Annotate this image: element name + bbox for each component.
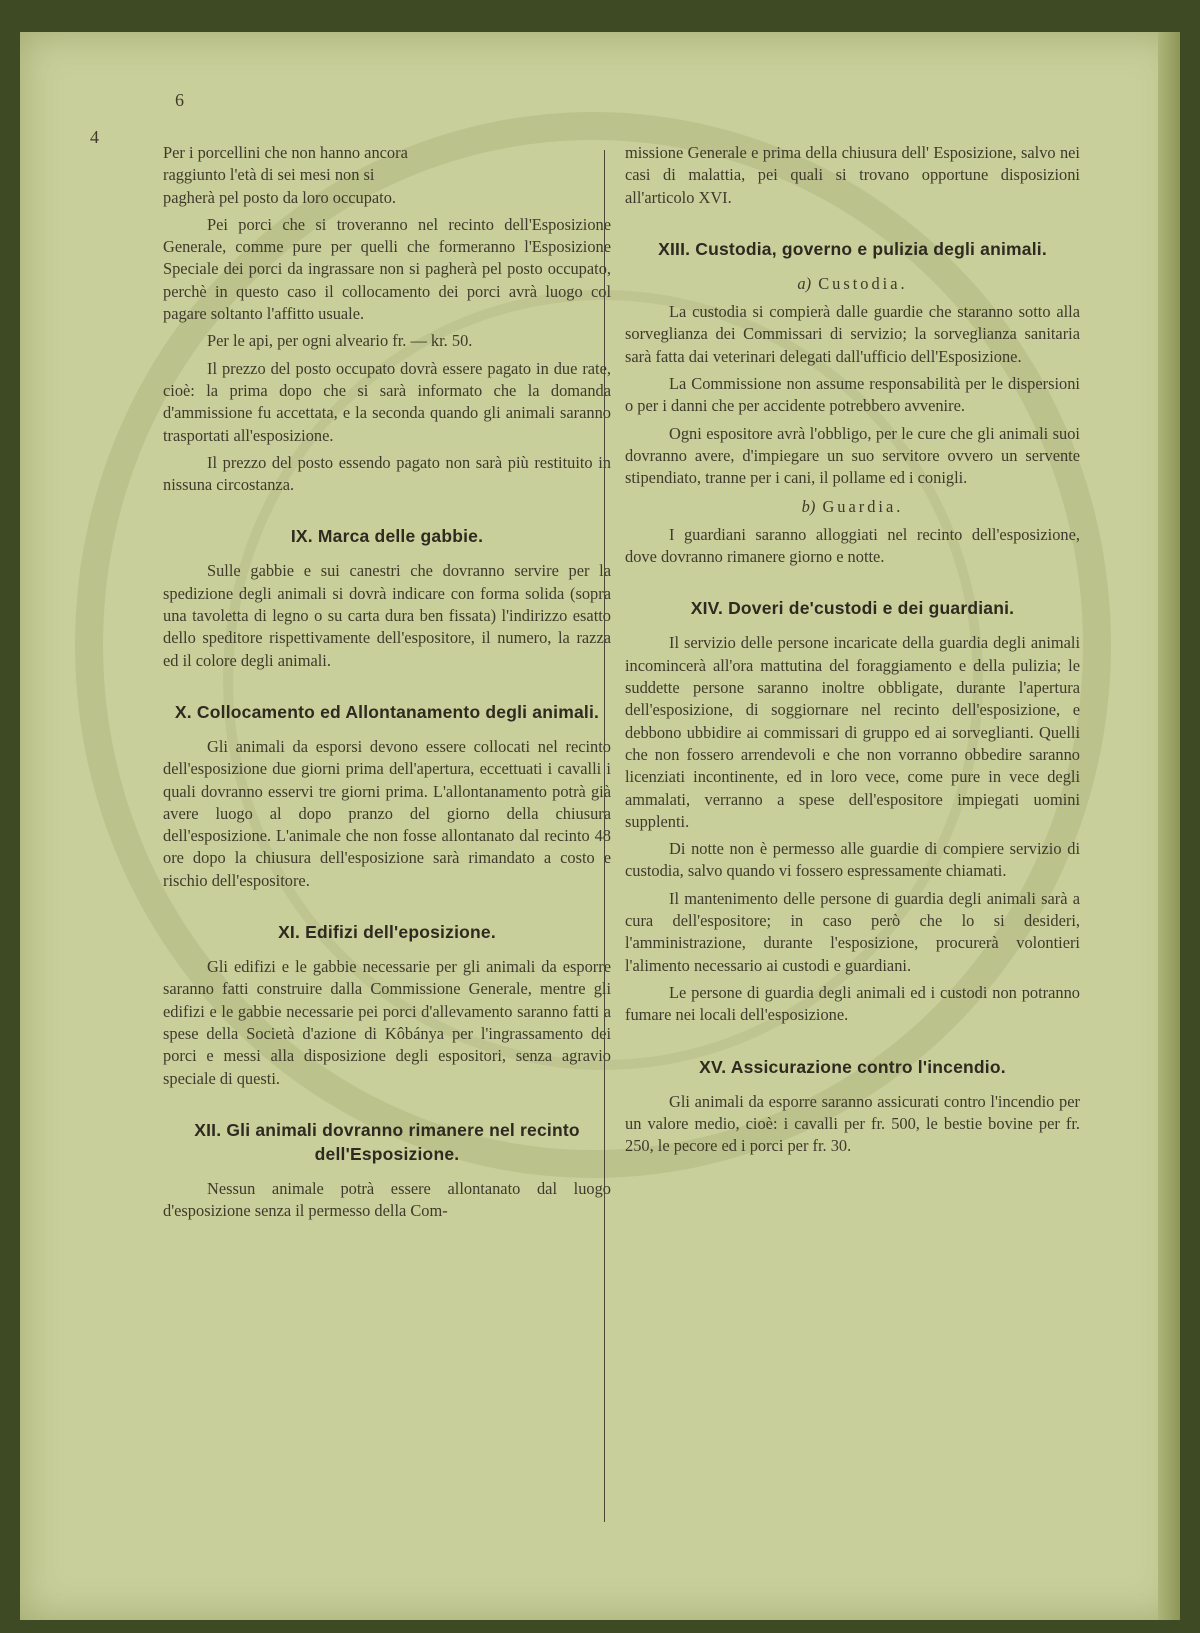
section-heading-x: X. Collocamento ed Allontanamento degli animali. xyxy=(174,701,600,722)
paragraph: Gli animali da esporsi devono essere collocati nel recinto dell'esposizione due giorni prima dell'apertura, eccettuati i cavalli i quali dovranno esservi tre giorni prima. L'allontanamento potrà già avere luogo al dopo pranzo del giorno della chiusura dell'esposizione. L'animale che non fosse allontanato dal recinto 48 ore dopo la chiusura dell'esposizione sarà rimandato a costo e rischio dell'espositore. xyxy=(163,736,611,890)
section-heading-xii: XII. Gli animali dovranno rimanere nel recinto dell'Esposizione. xyxy=(194,1119,580,1164)
section-heading-xiv: XIV. Doveri de'custodi e dei guardiani. xyxy=(690,598,1015,619)
page-binding-edge xyxy=(1158,32,1180,1620)
paragraph: Il servizio delle persone incaricate della guardia degli animali incomincerà all'ora mattutina del foraggiamento e della pulizia; le suddette persone saranno inoltre obbligate, durante l'apertura dell'esposizione, di soggiornare nel recinto dell'esposizione, e debbono ubbidire ai commissari di gruppo ed ai sorveglianti. Quelli che non fossero arrendevoli e che non vorranno obbedire saranno licenziati incontinente, ed in loro vece, come pure in vece degli ammalati, verranno a spese dell'espositore impiegati uomini supplenti. xyxy=(625,633,1080,831)
paragraph: Ogni espositore avrà l'obbligo, per le cure che gli animali suoi dovranno avere, d'impiegare un suo servitore ovvero un servente stipendiato, tranne per i cani, il pollame ed i conigli. xyxy=(625,423,1080,488)
paragraph: Gli edifizi e le gabbie necessarie per gli animali da esporre saranno fatti construire dalla Commissione Generale, mentre gli edifizi e le gabbie necessarie pei porci d'allevamento saranno fatti a spese della Società d'azione di Kôbánya per l'ingrassamento dei porci e messi alla disposizione degli espositori, senza agravio speciale di questi. xyxy=(163,957,611,1088)
margin-mark: 4 xyxy=(90,127,99,147)
paragraph: La Commissione non assume responsabilità per le dispersioni o per i danni che per accidente potrebbero avvenire. xyxy=(625,374,1080,416)
subheading-letter: b) xyxy=(801,496,816,516)
section-heading-xiii: XIII. Custodia, governo e pulizia degli animali. xyxy=(658,238,1047,259)
paragraph: Sulle gabbie e sui canestri che dovranno servire per la spedizione degli animali si dovrà indicare con forma solida (sopra una tavoletta di legno o su carta dura ben fissata) l'indirizzo esatto dello speditore rispettivamente dell'espositore, il numero, la razza ed il colore degli animali. xyxy=(163,561,611,670)
paragraph: Per i porcellini che non hanno ancora raggiunto l'età di sei mesi non si pagherà pel posto da loro occupato. xyxy=(163,143,408,207)
paragraph: Di notte non è permesso alle guardie di compiere servizio di custodia, salvo quando vi fossero espressamente chiamati. xyxy=(625,839,1080,881)
document-page xyxy=(20,32,1180,1620)
subheading-text: Guardia. xyxy=(822,496,904,516)
subheading-letter: a) xyxy=(797,273,812,293)
section-heading-xi: XI. Edifizi dell'eposizione. xyxy=(278,922,496,943)
paragraph: Pei porci che si troveranno nel recinto dell'Esposizione Generale, comme pure per quelli che formeranno l'Esposizione Speciale dei porci da ingrassare non si pagherà pel posto occupato, perchè in questo caso il collocamento dei porci avrà luogo col pagare soltanto l'affitto usuale. xyxy=(163,214,611,324)
paragraph: Nessun animale potrà essere allontanato dal luogo d'esposizione senza il permesso della Com- xyxy=(163,1178,611,1221)
subheading-custodia xyxy=(625,273,1080,295)
paragraph: Gli animali da esporre saranno assicurati contro l'incendio per un valore medio, cioè: i cavalli per fr. 500, le bestie bovine per fr. 250, le pecore ed i porci per fr. 30. xyxy=(625,1091,1080,1156)
subheading-text: Custodia. xyxy=(818,273,908,293)
paragraph: missione Generale e prima della chiusura dell' Esposizione, salvo nei casi di malattia, pei quali si trovano opportune disposizioni all'articolo XVI. xyxy=(625,143,1080,207)
paragraph: Il prezzo del posto occupato dovrà essere pagato in due rate, cioè: la prima dopo che si sarà informato che la domanda d'ammissione fu accettata, e la seconda quando gli animali saranno trasportati all'esposizione. xyxy=(163,358,611,445)
left-column xyxy=(163,142,611,1227)
paragraph: Le persone di guardia degli animali ed i custodi non potranno fumare nei locali dell'esposizione. xyxy=(625,982,1080,1025)
section-heading-ix: IX. Marca delle gabbie. xyxy=(290,526,484,547)
paragraph: La custodia si compierà dalle guardie che staranno sotto alla sorveglianza dei Commissari di servizio; la sorveglianza sanitaria sarà fatta dai veterinari delegati dall'ufficio dell'Esposizione. xyxy=(625,302,1080,366)
paragraph: I guardiani saranno alloggiati nel recinto dell'esposizione, dove dovranno rimanere giorno e notte. xyxy=(625,524,1080,567)
section-heading-xv: XV. Assicurazione contro l'incendio. xyxy=(699,1056,1006,1077)
right-column xyxy=(625,142,1080,1162)
paragraph: Il mantenimento delle persone di guardia degli animali sarà a cura dell'espositore; in caso però che lo si desideri, l'amministrazione, durante l'esposizione, procurerà volontieri l'alimento necessario ai custodi e guardiani. xyxy=(625,888,1080,975)
subheading-guardia xyxy=(625,496,1080,518)
paragraph: Il prezzo del posto essendo pagato non sarà più restituito in nissuna circostanza. xyxy=(163,452,611,495)
paragraph: Per le api, per ogni alveario fr. — kr. 50. xyxy=(207,331,473,351)
page-number: 6 xyxy=(175,90,184,110)
